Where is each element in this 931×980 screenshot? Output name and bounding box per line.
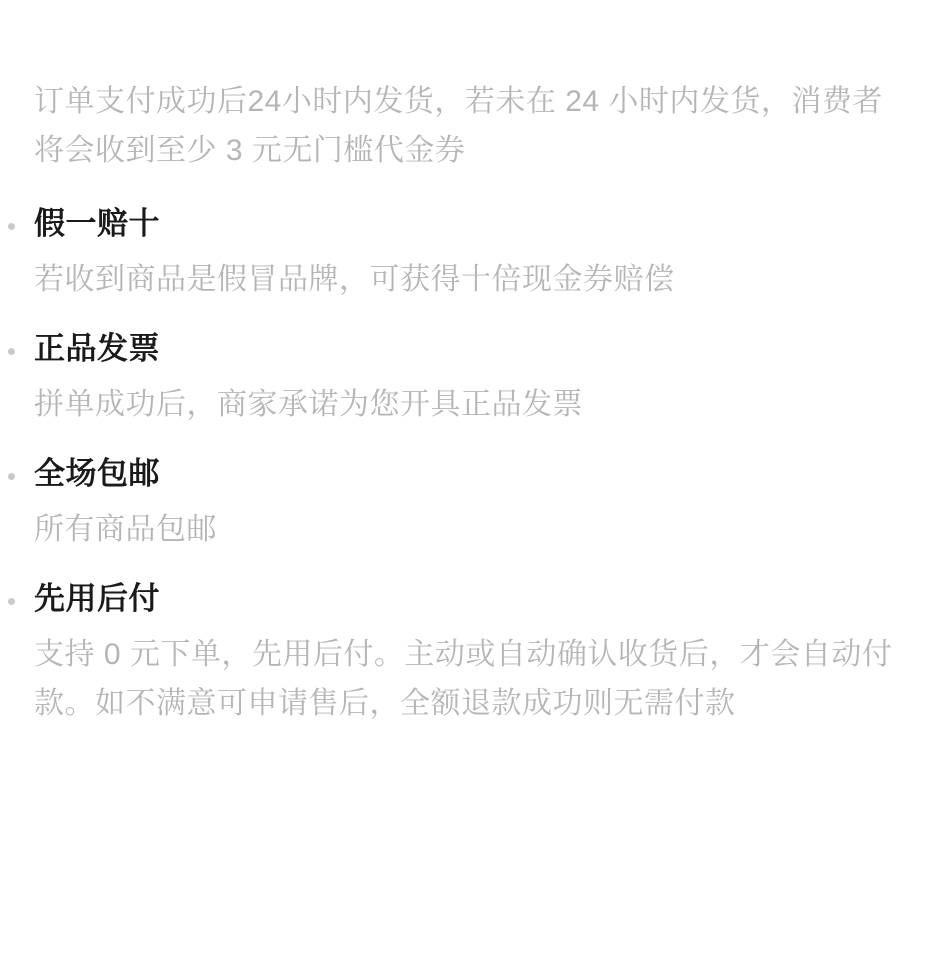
bullet-icon bbox=[8, 473, 15, 480]
service-item-free-shipping bbox=[34, 451, 897, 554]
lead-paragraph: 订单支付成功后24小时内发货，若未在 24 小时内发货，消费者将会收到至少 3 元无门槛代金券 bbox=[34, 85, 883, 167]
service-item-description: 支持 0 元下单，先用后付。主动或自动确认收货后，才会自动付款。如不满意可申请售后，全额退款成功则无需付款 bbox=[34, 637, 893, 720]
service-item-genuine-invoice bbox=[34, 326, 897, 429]
service-item-description: 若收到商品是假冒品牌，可获得十倍现金券赔偿 bbox=[34, 262, 675, 296]
service-item-title: 全场包邮 bbox=[34, 456, 160, 492]
service-item-description: 所有商品包邮 bbox=[34, 512, 217, 546]
service-item-pay-later bbox=[34, 576, 897, 728]
service-item-title: 假一赔十 bbox=[34, 206, 160, 242]
service-item-title: 先用后付 bbox=[34, 581, 160, 617]
service-item-fake-compensation bbox=[34, 201, 897, 304]
service-item-description: 拼单成功后，商家承诺为您开具正品发票 bbox=[34, 387, 583, 421]
service-item-title: 正品发票 bbox=[34, 331, 160, 367]
bullet-icon bbox=[8, 598, 15, 605]
bullet-icon bbox=[8, 223, 15, 230]
bullet-icon bbox=[8, 348, 15, 355]
